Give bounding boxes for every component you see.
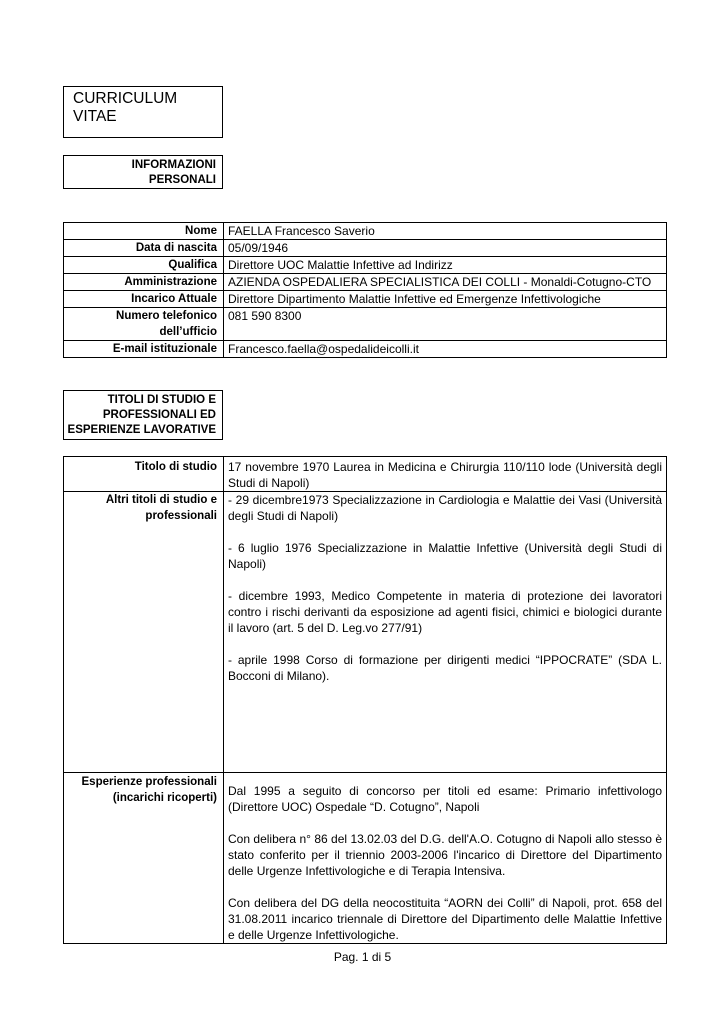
degree-label: Titolo di studio <box>64 457 224 492</box>
other-titles-label <box>64 492 224 773</box>
table-row <box>64 240 667 257</box>
birthdate-value: 05/09/1946 <box>224 240 667 257</box>
section-header-line: INFORMAZIONI <box>131 159 216 171</box>
label-line: Esperienze professionali <box>81 776 217 788</box>
section-header-line: PERSONALI <box>148 174 216 186</box>
current-role-label: Incarico Attuale <box>64 291 224 308</box>
personal-info-table <box>63 222 667 358</box>
list-item: Con delibera n° 86 del 13.02.03 del D.G. dell'A.O. Cotugno di Napoli allo stesso è stato conferito per il triennio 2003-2006 l'incarico di Direttore del Dipartimento delle Urgenze Infettivologiche e di Terapia Intensiva. <box>228 832 662 878</box>
list-item: - aprile 1998 Corso di formazione per dirigenti medici “IPPOCRATE” (SDA L. Bocconi di Milano). <box>228 653 662 683</box>
email-value[interactable]: Francesco.faella@ospedalideicolli.it <box>224 341 667 358</box>
label-line: Numero telefonico <box>116 310 217 322</box>
table-row <box>64 773 667 944</box>
office-phone-value: 081 590 8300 <box>224 308 667 341</box>
table-row <box>64 457 667 492</box>
label-line: Altri titoli di studio e <box>105 494 217 506</box>
birthdate-label: Data di nascita <box>64 240 224 257</box>
qualification-value: Direttore UOC Malattie Infettive ad Indirizz <box>224 257 667 274</box>
table-row <box>64 341 667 358</box>
label-line: professionali <box>145 510 217 522</box>
name-label: Nome <box>64 223 224 240</box>
section-header-line: ESPERIENZE LAVORATIVE <box>67 424 216 436</box>
table-row <box>64 274 667 291</box>
list-item: - 29 dicembre1973 Specializzazione in Cardiologia e Malattie dei Vasi (Università degli Studi di Napoli) <box>228 493 662 523</box>
other-titles-list <box>224 492 667 773</box>
table-row <box>64 223 667 240</box>
table-row <box>64 257 667 274</box>
table-row <box>64 308 667 341</box>
list-item: - 6 luglio 1976 Specializzazione in Malattie Infettive (Università degli Studi di Napoli) <box>228 541 662 571</box>
current-role-value: Direttore Dipartimento Malattie Infettive ed Emergenze Infettivologiche <box>224 291 667 308</box>
label-line: dell’ufficio <box>159 326 217 338</box>
section-header-line: TITOLI DI STUDIO E <box>107 394 216 406</box>
label-line: (incarichi ricoperti) <box>112 792 217 804</box>
qualification-label: Qualifica <box>64 257 224 274</box>
administration-label: Amministrazione <box>64 274 224 291</box>
table-row <box>64 492 667 773</box>
page-number: Pag. 1 di 5 <box>333 950 392 964</box>
cv-title: CURRICULUM VITAE <box>63 86 223 138</box>
email-label: E-mail istituzionale <box>64 341 224 358</box>
experience-label <box>64 773 224 944</box>
list-item: Dal 1995 a seguito di concorso per titoli ed esame: Primario infettivologo (Direttore UOC) Ospedale “D. Cotugno”, Napoli <box>228 784 662 814</box>
administration-value: AZIENDA OSPEDALIERA SPECIALISTICA DEI COLLI - Monaldi-Cotugno-CTO <box>224 274 667 291</box>
name-value: FAELLA Francesco Saverio <box>224 223 667 240</box>
office-phone-label <box>64 308 224 341</box>
section-header-personal-info <box>63 155 223 189</box>
section-header-line: PROFESSIONALI ED <box>102 409 216 421</box>
list-item: Con delibera del DG della neocostituita “AORN dei Colli” di Napoli, prot. 658 del 31.08.2011 incarico triennale di Direttore del Dipartimento delle Malattie Infettive e delle Urgenze Infettivologiche. <box>228 896 662 942</box>
section-header-titles <box>63 390 223 440</box>
studies-experience-table <box>63 456 667 944</box>
list-item: - dicembre 1993, Medico Competente in materia di protezione dei lavoratori contro i rischi derivanti da esposizione ad agenti fisici, chimici e biologici durante il lavoro (art. 5 del D. Leg.vo 277/91) <box>228 589 662 635</box>
table-row <box>64 291 667 308</box>
experience-list <box>224 773 667 944</box>
degree-value: 17 novembre 1970 Laurea in Medicina e Chirurgia 110/110 lode (Università degli Studi di Napoli) <box>224 457 667 492</box>
